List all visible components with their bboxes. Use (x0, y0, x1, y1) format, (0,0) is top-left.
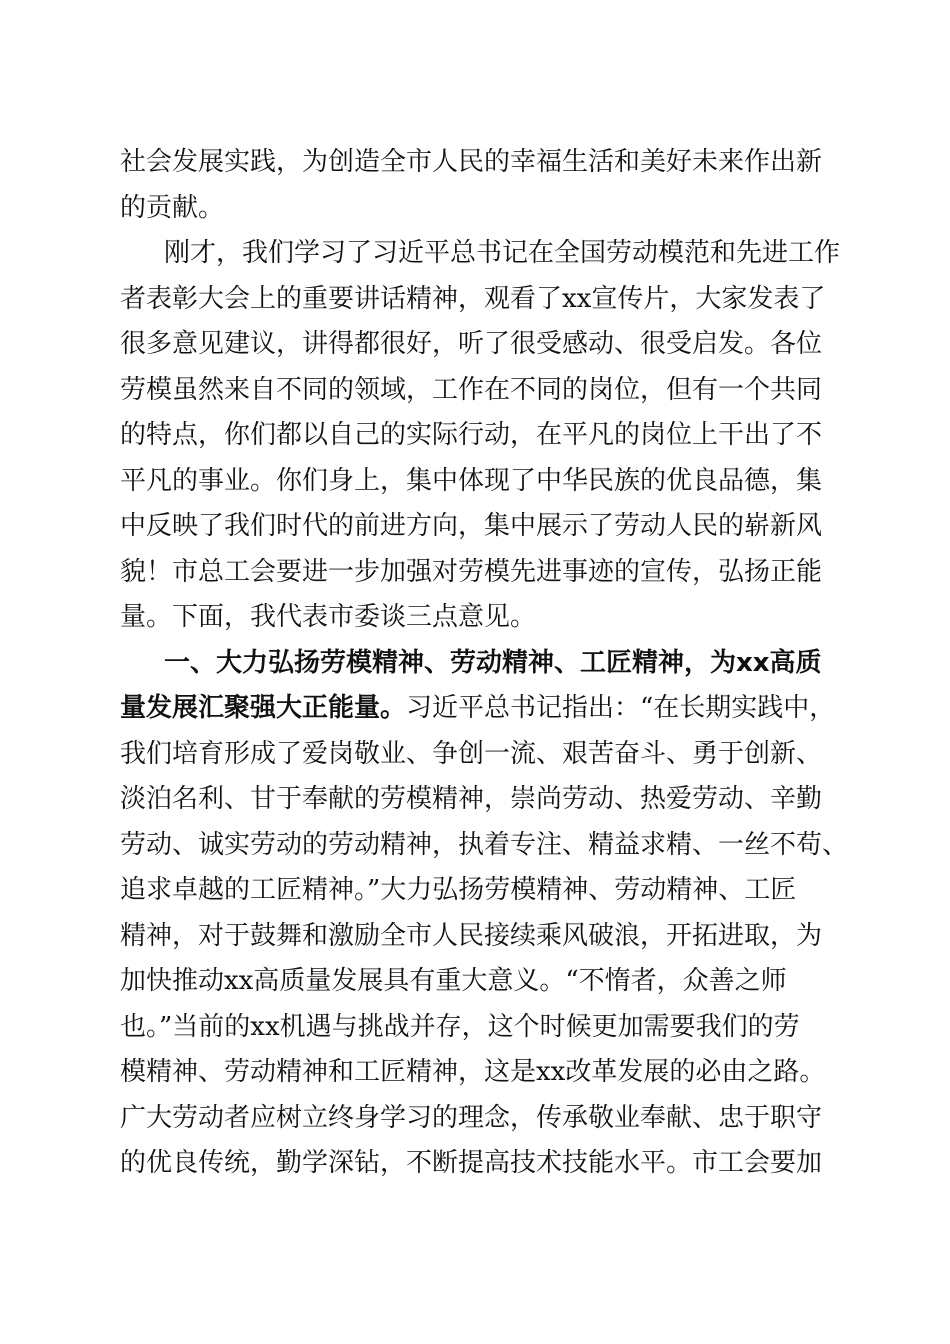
text-line: 社会发展实践，为创造全市人民的幸福生活和美好未来作出新 (120, 147, 823, 177)
text-line: 淡泊名利、甘于奉献的劳模精神，崇尚劳动、热爱劳动、辛勤 (120, 784, 823, 814)
text-segment: 习近平总书记指出：“在长期实践中， (406, 693, 836, 723)
section-heading: 一、大力弘扬劳模精神、劳动精神、工匠精神，为xx高质 (164, 647, 822, 678)
text-line: 劳模虽然来自不同的领域，工作在不同的岗位，但有一个共同 (120, 374, 823, 405)
section-heading-tail: 量发展汇聚强大正能量。 (120, 693, 407, 723)
text-line: 中反映了我们时代的前进方向，集中展示了劳动人民的崭新风 (120, 511, 823, 541)
text-line: 量。下面，我代表市委谈三点意见。 (120, 602, 537, 632)
text-line: 很多意见建议，讲得都很好，听了很受感动、很受启发。各位 (120, 329, 823, 359)
section-heading-continuation (120, 686, 836, 732)
text-line: 刚才，我们学习了习近平总书记在全国劳动模范和先进工作 (164, 238, 841, 268)
text-line: 也。”当前的xx机遇与挑战并存，这个时候更加需要我们的劳 (120, 1011, 800, 1042)
text-line: 的贡献。 (120, 192, 225, 223)
text-line: 我们培育形成了爱岗敬业、争创一流、艰苦奋斗、勇于创新、 (120, 738, 823, 769)
text-line: 广大劳动者应树立终身学习的理念，传承敬业奉献、忠于职守 (120, 1102, 823, 1133)
text-line: 平凡的事业。你们身上，集中体现了中华民族的优良品德，集 (120, 465, 823, 496)
text-line: 者表彰大会上的重要讲话精神，观看了xx宣传片，大家发表了 (120, 283, 826, 314)
text-line: 的优良传统，勤学深钻，不断提高技术技能水平。市工会要加 (120, 1148, 823, 1178)
text-line: 模精神、劳动精神和工匠精神，这是xx改革发展的必由之路。 (120, 1057, 826, 1087)
text-line: 加快推动xx高质量发展具有重大意义。“不惰者，众善之师 (120, 966, 787, 996)
text-line: 精神，对于鼓舞和激励全市人民接续乘风破浪，开拓进取，为 (120, 920, 823, 951)
text-line: 追求卓越的工匠精神。”大力弘扬劳模精神、劳动精神、工匠 (120, 875, 797, 905)
text-line: 的特点，你们都以自己的实际行动，在平凡的岗位上干出了不 (120, 420, 823, 450)
text-line: 劳动、诚实劳动的劳动精神，执着专注、精益求精、一丝不苟、 (120, 829, 849, 860)
text-line: 貌！市总工会要进一步加强对劳模先进事迹的宣传，弘扬正能 (120, 556, 823, 587)
document-page (120, 140, 849, 1187)
